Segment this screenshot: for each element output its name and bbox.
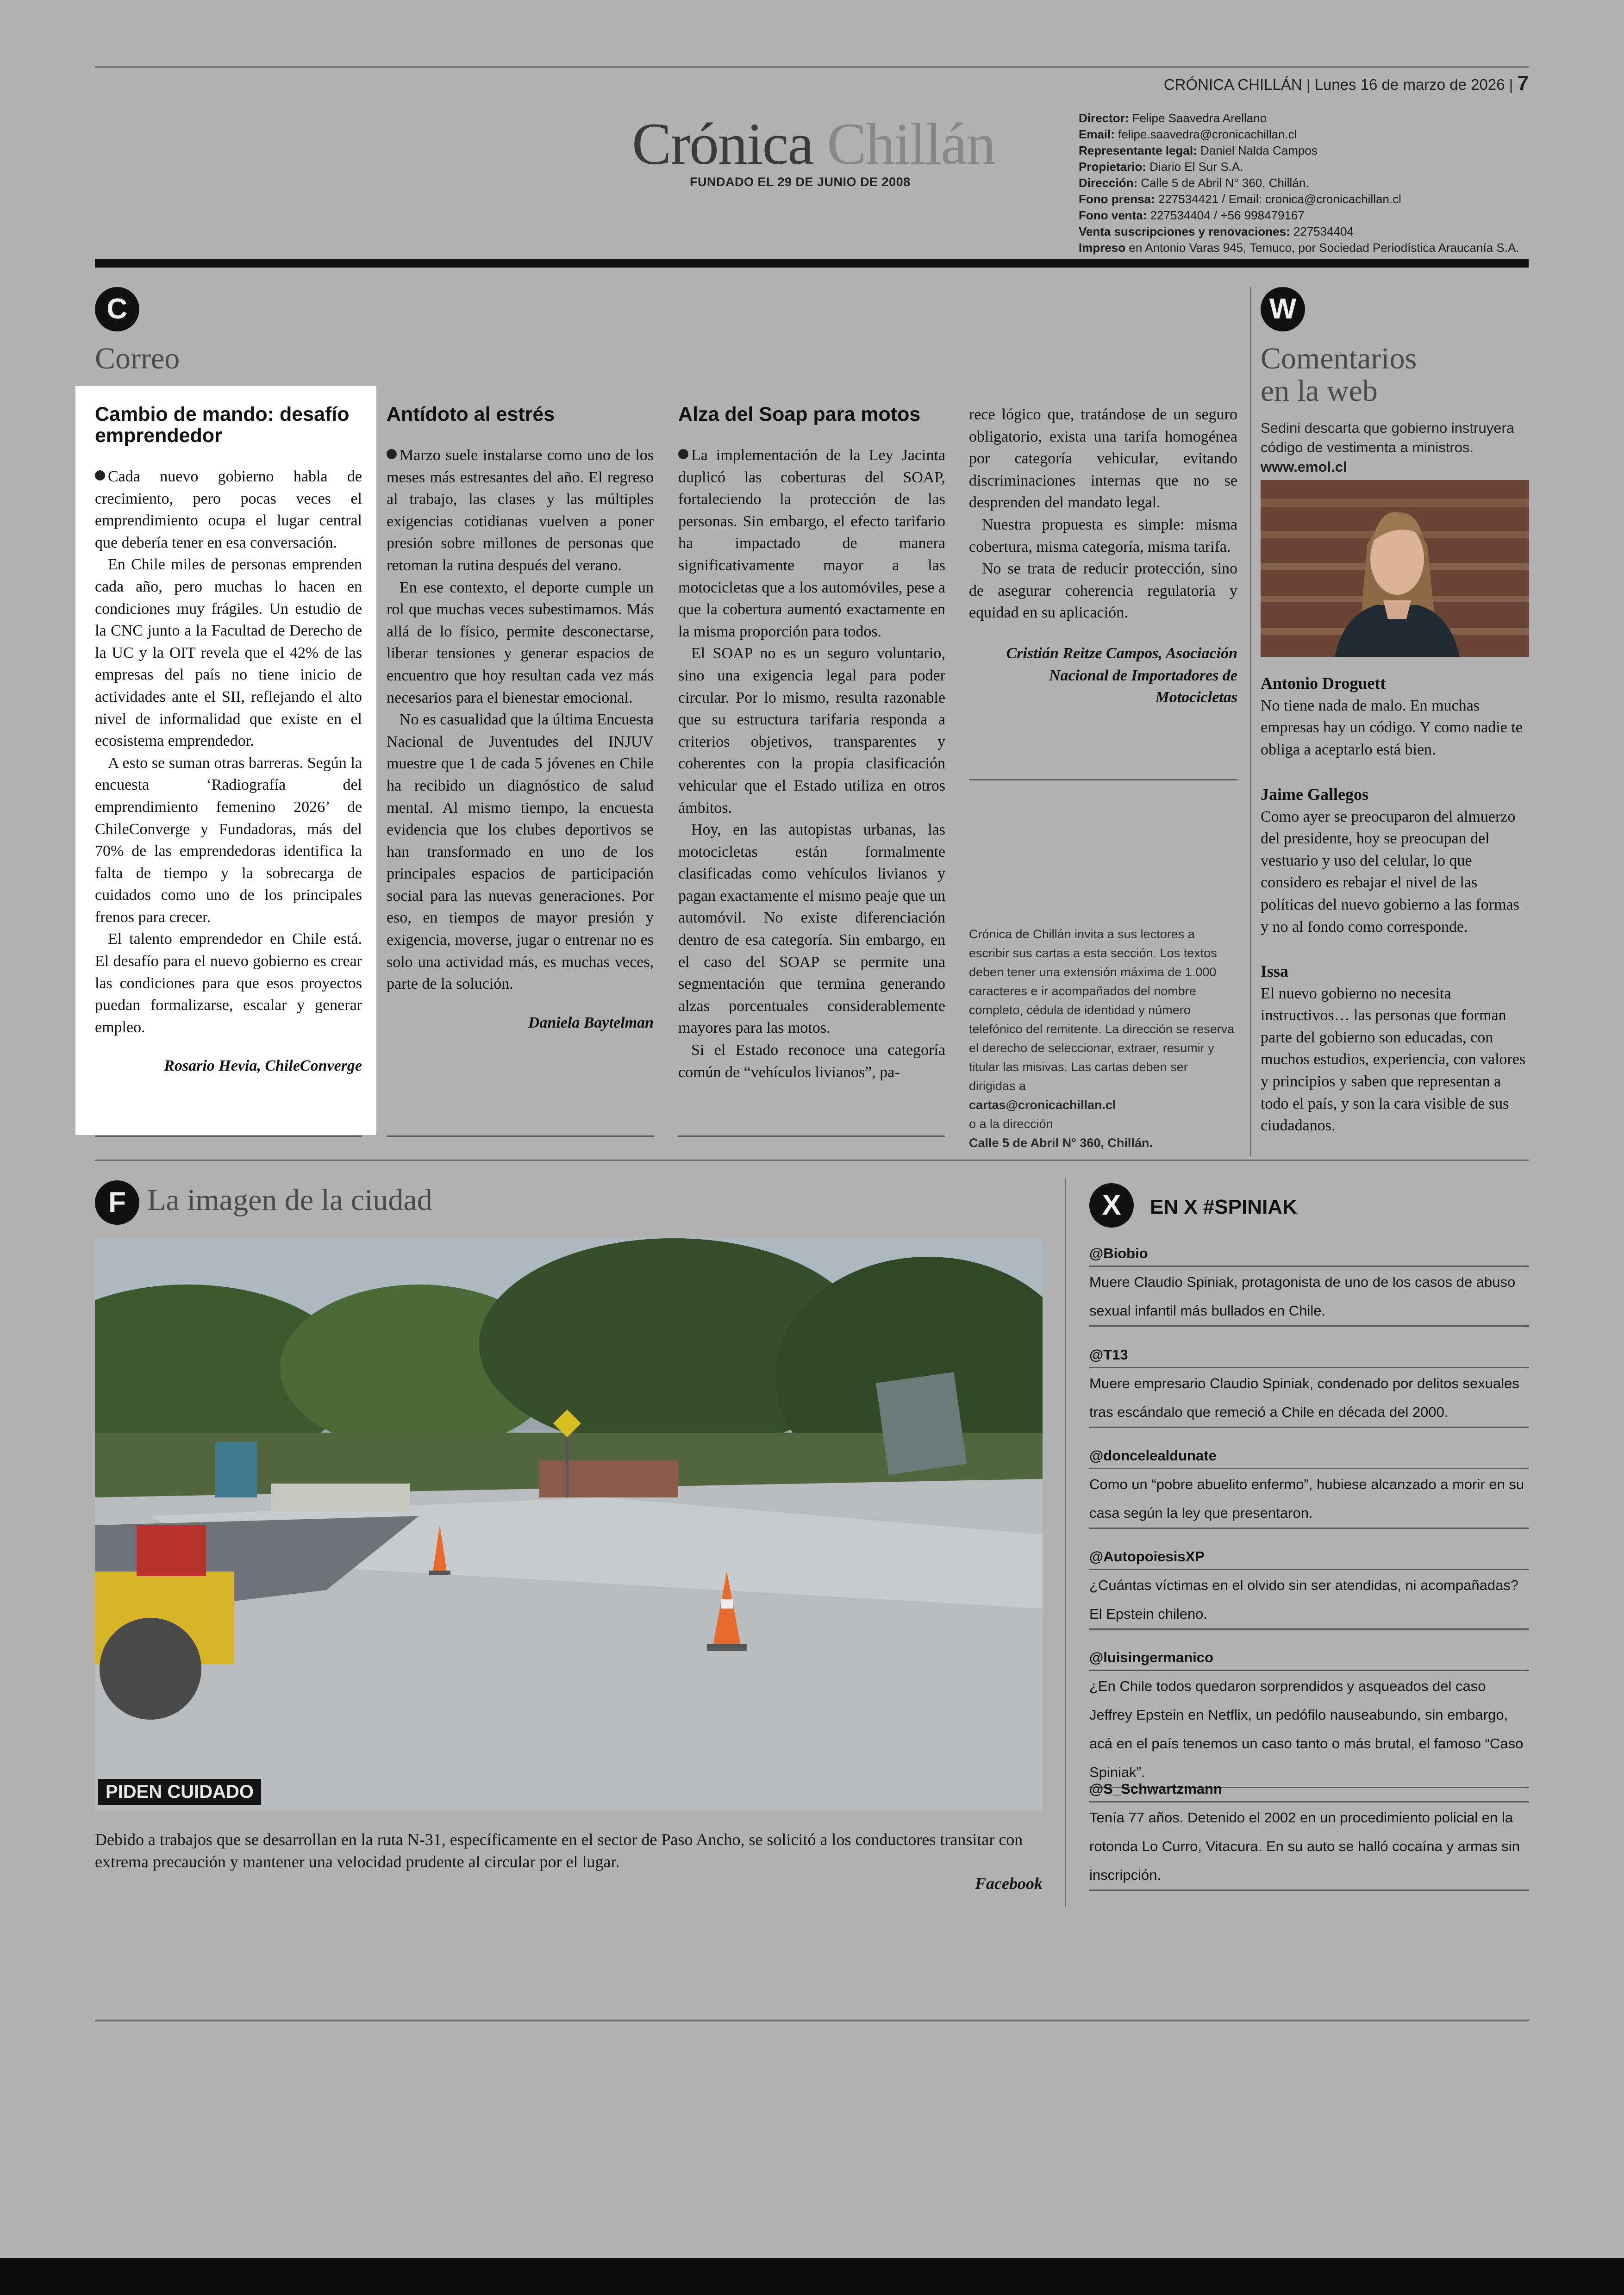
tweet-text: Tenía 77 años. Detenido el 2002 en un procedimiento policial en la rotonda Lo Curro, Vitacura. En su auto se halló cocaína y armas sin inscripción. bbox=[1089, 1802, 1529, 1891]
comment-text: Como ayer se preocuparon del almuerzo del presidente, hoy se preocupan del vestuario y uso del celular, lo que considero es rebajar el nivel de las políticas del nuevo gobierno a las formas y no al fondo como corresponde. bbox=[1261, 808, 1519, 935]
page-number: 7 bbox=[1517, 72, 1529, 94]
tweet bbox=[1089, 1243, 1529, 1327]
tweet bbox=[1089, 1779, 1529, 1891]
bullet-icon bbox=[95, 470, 105, 480]
letter-1-title: Cambio de mando: desafío emprendedor bbox=[95, 403, 350, 447]
photo-caption: Debido a trabajos que se desarrollan en la ruta N-31, específicamente en el sector de Paso Ancho, se solicitó a los conductores transitar con extrema precaución y mantener una velocidad prudente al circular por el lugar. bbox=[95, 1830, 1023, 1871]
tweet bbox=[1089, 1345, 1529, 1428]
masthead-top-rule bbox=[95, 66, 1529, 68]
staff-row: Email: felipe.saavedra@cronicachillan.cl bbox=[1079, 127, 1297, 141]
letter-1-p1: Cada nuevo gobierno habla de crecimiento, pero pocas veces el emprendimiento ocupa el lugar central que debería tener en esa conversación. bbox=[95, 468, 362, 551]
tweet-text: Muere empresario Claudio Spiniak, condenado por delitos sexuales tras escándalo que remeció a Chile en década del 2000. bbox=[1089, 1368, 1529, 1428]
letters-note bbox=[969, 925, 1237, 1153]
tweet bbox=[1089, 1647, 1529, 1788]
staff-row: Fono prensa: 227534421 / Email: cronica@cronicachillan.cl bbox=[1079, 192, 1401, 206]
tweet bbox=[1089, 1547, 1529, 1630]
city-badge: F bbox=[95, 1180, 139, 1225]
letter-3 bbox=[678, 404, 945, 1083]
comment-text: No tiene nada de malo. En muchas empresas hay un código. Y como nadie te obliga a aceptarlo está bien. bbox=[1261, 697, 1523, 758]
staff-row: Dirección: Calle 5 de Abril N° 360, Chillán. bbox=[1079, 176, 1309, 190]
letter-1-signature: Rosario Hevia, ChileConverge bbox=[164, 1057, 362, 1075]
letter-3-c3: No se trata de reducir protección, sino de asegurar coherencia regulatoria y equidad en su aplicación. bbox=[969, 560, 1237, 622]
newspaper-logo bbox=[632, 110, 995, 178]
tweet-handle: @AutopoiesisXP bbox=[1089, 1547, 1529, 1570]
tweet bbox=[1089, 1446, 1529, 1529]
divider bbox=[678, 1135, 945, 1137]
letter-1-p4: El talento emprendedor en Chile está. El desafío para el nuevo gobierno es crear las condiciones para que esos proyectos puedan formalizarse, escalar y generar empleo. bbox=[95, 930, 362, 1036]
page-info-text: CRÓNICA CHILLÁN | Lunes 16 de marzo de 2026 | bbox=[1163, 76, 1513, 93]
tweet-handle: @S_Schwartzmann bbox=[1089, 1779, 1529, 1802]
letter-2-title: Antídoto al estrés bbox=[387, 403, 555, 425]
letter-1-p3: A esto se suman otras barreras. Según la encuesta ‘Radiografía del emprendimiento femenino 2026’ de ChileConverge y Fundadoras, más del 70% de las emprendedoras identifica la falta de tiempo y la sobrecarga de cuidados como uno de los principales frenos para crecer. bbox=[95, 754, 362, 926]
photo-credit: Facebook bbox=[975, 1874, 1043, 1893]
page-info bbox=[1164, 72, 1529, 95]
comment-author: Issa bbox=[1261, 962, 1289, 980]
web-badge: W bbox=[1261, 287, 1305, 331]
staff-row: Venta suscripciones y renovaciones: 227534404 bbox=[1079, 225, 1354, 238]
x-section-title: EN X #SPINIAK bbox=[1150, 1196, 1297, 1218]
staff-row: Propietario: Diario El Sur S.A. bbox=[1079, 160, 1243, 174]
tweet-handle: @doncelealdunate bbox=[1089, 1446, 1529, 1469]
tweet-text: Como un “pobre abuelito enfermo”, hubiese alcanzado a morir en su casa según la ley que presentaron. bbox=[1089, 1469, 1529, 1529]
note-text: Crónica de Chillán invita a sus lectores a escribir sus cartas a esta sección. Los textos deben tener una extensión máxima de 1.000 caracteres e ir acompañados del nombre completo, cédula de identidad y número telefónico del remitente. La dirección se reserva el derecho de seleccionar, extraer, resumir y titular las misivas. Las cartas deben ser dirigidas a bbox=[969, 927, 1235, 1093]
staff-box bbox=[1079, 110, 1532, 256]
tweet-handle: @T13 bbox=[1089, 1345, 1529, 1368]
letter-3-p3: Hoy, en las autopistas urbanas, las motocicletas están formalmente clasificadas como vehículos livianos y pagan exactamente el mismo peaje que un automóvil. No existe diferenciación dentro de esa categoría. Sin embargo, en el caso del SOAP se permite una segmentación que termina generando alzas porcentuales considerablemente mayores para las motos. bbox=[678, 821, 945, 1037]
letter-2-p1: Marzo suele instalarse como uno de los meses más estresantes del año. El regreso al trabajo, las clases y las múltiples exigencias cotidianas vuelven a poner presión sobre millones de personas que retoman la rutina después del verano. bbox=[387, 447, 654, 574]
staff-row: Fono venta: 227534404 / +56 998479167 bbox=[1079, 208, 1305, 222]
letter-3-title: Alza del Soap para motos bbox=[678, 403, 921, 425]
header-heavy-rule bbox=[95, 259, 1529, 268]
woman-portrait-illustration bbox=[1261, 480, 1529, 657]
web-photo bbox=[1261, 480, 1529, 657]
founded-line: FUNDADO EL 29 DE JUNIO DE 2008 bbox=[690, 175, 911, 189]
web-title: Comentarios en la web bbox=[1261, 342, 1417, 408]
letter-3-c1: rece lógico que, tratándose de un seguro obligatorio, exista una tarifa homogénea por categoría vehicular, evitando discriminaciones internas que no se desprenden del mandato legal. bbox=[969, 406, 1237, 511]
letter-3-p1: La implementación de la Ley Jacinta duplicó las coberturas del SOAP, fortaleciendo la protección de las personas. Sin embargo, el efecto tarifario ha impactado de manera significativamente mayor a las motocicletas que a los automóviles, pese a que la cobertura aumentó exactamente en la misma proporción para todos. bbox=[678, 447, 945, 640]
letter-2-p2: En ese contexto, el deporte cumple un rol que muchas veces subestimamos. Más allá de lo físico, permite desconectarse, liberar tensiones y generar espacios de encuentro que hoy resultan cada vez más necesarios para el bienestar emocional. bbox=[387, 579, 654, 706]
divider bbox=[95, 1135, 362, 1137]
column-divider bbox=[1065, 1178, 1066, 1907]
correo-title: Correo bbox=[95, 342, 180, 375]
staff-row: Impreso en Antonio Varas 945, Temuco, por Sociedad Periodística Araucanía S.A. bbox=[1079, 241, 1519, 255]
photo-label: PIDEN CUIDADO bbox=[98, 1779, 261, 1805]
letter-3-signature: Cristián Reitze Campos, Asociación Nacional de Importadores de Motocicletas bbox=[1006, 644, 1237, 706]
column-divider bbox=[1250, 287, 1251, 1157]
x-badge: X bbox=[1089, 1183, 1134, 1228]
correo-badge: C bbox=[95, 287, 139, 331]
web-intro: Sedini descarta que gobierno instruyera código de vestimenta a ministros. www.emol.cl bbox=[1261, 420, 1515, 475]
logo-word-2: Chillán bbox=[827, 111, 995, 177]
tweet-text: Muere Claudio Spiniak, protagonista de uno de los casos de abuso sexual infantil más bullados en Chile. bbox=[1089, 1267, 1529, 1327]
tweet-text: ¿Cuántas víctimas en el olvido sin ser atendidas, ni acompañadas? El Epstein chileno. bbox=[1089, 1570, 1529, 1630]
tweet-text: ¿En Chile todos quedaron sorprendidos y asqueados del caso Jeffrey Epstein en Netflix, un pedófilo nauseabundo, sin embargo, acá en el país tenemos un caso tanto o más brutal, el famoso “Caso Spiniak”. bbox=[1089, 1671, 1529, 1788]
section-divider bbox=[95, 1160, 1529, 1161]
letter-1 bbox=[95, 404, 362, 1077]
note-address: Calle 5 de Abril N° 360, Chillán. bbox=[969, 1136, 1153, 1150]
letter-3-c2: Nuestra propuesta es simple: misma cobertura, misma categoría, misma tarifa. bbox=[969, 516, 1237, 555]
divider bbox=[969, 779, 1237, 780]
comment-author: Antonio Droguett bbox=[1261, 674, 1386, 692]
note-email: cartas@cronicachillan.cl bbox=[969, 1098, 1116, 1112]
bottom-bar bbox=[0, 2258, 1624, 2295]
roadwork-photo-illustration bbox=[95, 1238, 1043, 1811]
web-comment bbox=[1261, 960, 1529, 1137]
staff-row: Representante legal: Daniel Nalda Campos bbox=[1079, 143, 1318, 157]
bullet-icon bbox=[678, 449, 688, 459]
city-title: La imagen de la ciudad bbox=[147, 1183, 432, 1217]
note-or: o a la dirección bbox=[969, 1117, 1053, 1131]
city-photo bbox=[95, 1238, 1043, 1811]
letter-3-p2: El SOAP no es un seguro voluntario, sino una exigencia legal para poder circular. Por lo mismo, resulta razonable que su estructura tarifaria responda a criterios objetivos, transparentes y coherentes con la propia clasificación vehicular que el Estado utiliza en otros ámbitos. bbox=[678, 645, 945, 817]
tweet-handle: @Biobio bbox=[1089, 1243, 1529, 1267]
letter-3-p4: Si el Estado reconoce una categoría común de “vehículos livianos”, pa- bbox=[678, 1041, 945, 1081]
comment-text: El nuevo gobierno no necesita instructivos… las personas que forman parte del gobierno son educadas, con muchos estudios, experiencia, con valores y principios y saben que representan a todo el país, y son la cara visible de sus ciudadanos. bbox=[1261, 985, 1526, 1135]
letter-3-continuation bbox=[969, 404, 1237, 709]
letter-2-p3: No es casualidad que la última Encuesta Nacional de Juventudes del INJUV muestre que 1 de cada 5 jóvenes en Chile ha recibido un diagnóstico de salud mental. Al mismo tiempo, la encuesta evidencia que los clubes deportivos se han transformado en uno de los principales espacios de participación social para las nuevas generaciones. Por eso, en tiempos de mayor presión y exigencia, moverse, jugar o entrenar no es solo una actividad más, es muchas veces, parte de la solución. bbox=[387, 711, 654, 993]
letter-2 bbox=[387, 404, 654, 1034]
web-source: www.emol.cl bbox=[1261, 459, 1347, 475]
web-comment bbox=[1261, 673, 1529, 761]
staff-row: Director: Felipe Saavedra Arellano bbox=[1079, 111, 1267, 125]
web-comment bbox=[1261, 784, 1529, 938]
letter-2-signature: Daniela Baytelman bbox=[528, 1014, 654, 1031]
logo-word-1: Crónica bbox=[632, 111, 813, 177]
comment-author: Jaime Gallegos bbox=[1261, 785, 1368, 804]
letter-1-p2: En Chile miles de personas emprenden cada año, pero muchas lo hacen en condiciones muy frágiles. Un estudio de la CNC junto a la Facultad de Derecho de la UC y la OIT revela que el 42% de las empresas del país no tiene inicio de actividades ante el SII, reflejando el alto nivel de informalidad que existe en el ecosistema emprendedor. bbox=[95, 556, 362, 750]
footer-rule bbox=[95, 2020, 1529, 2021]
bullet-icon bbox=[387, 449, 397, 459]
tweet-handle: @luisingermanico bbox=[1089, 1647, 1529, 1671]
divider bbox=[387, 1135, 654, 1137]
